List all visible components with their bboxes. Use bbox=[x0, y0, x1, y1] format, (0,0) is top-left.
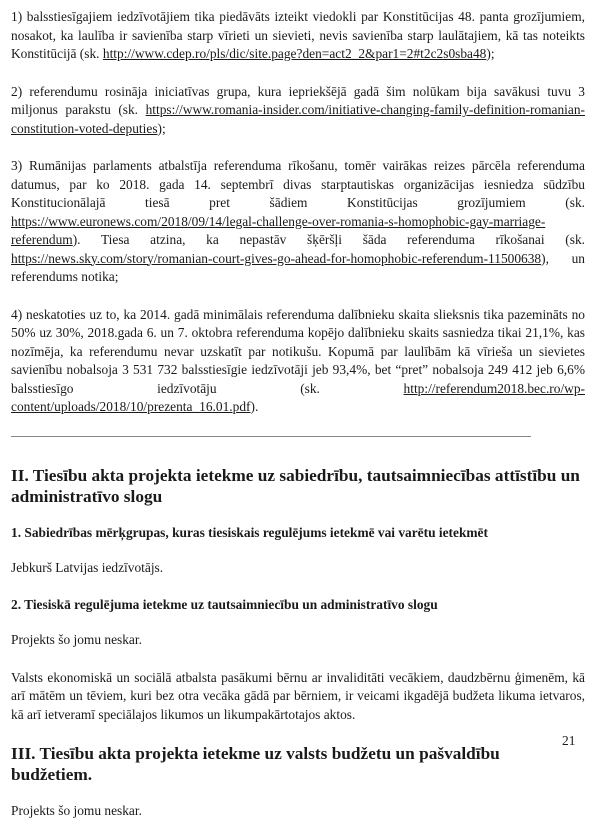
page-number: 21 bbox=[562, 733, 576, 748]
source-link-3[interactable]: https://www.euronews.com/2018/09/14/legal-challenge-over-romania-s-homophobic-gay-marriage-referendum bbox=[11, 213, 546, 247]
section-2-title: II. Tiesību akta projekta ietekme uz sabiedrību, tautsaimniecības attīstību un administratīvo slogu bbox=[11, 465, 580, 506]
section-2-text-2: Projekts šo jomu neskar. bbox=[11, 632, 142, 647]
divider bbox=[11, 436, 531, 437]
section-3-text-1: Projekts šo jomu neskar. bbox=[11, 803, 142, 818]
source-link-5[interactable]: http://referendum2018.bec.ro/wp-content/uploads/2018/10/prezenta_16.01.pdf bbox=[11, 380, 585, 414]
source-link-1[interactable]: http://www.cdep.ro/pls/dic/site.page?den=act2_2&par1=2#t2c2s0sba48 bbox=[102, 46, 487, 61]
source-link-4[interactable]: https://news.sky.com/story/romanian-court-gives-go-ahead-for-homophobic-referendum-11500638 bbox=[11, 250, 542, 266]
section-2-text-3: Valsts ekonomiskā un sociālā atbalsta pasākumi bērnu ar invaliditāti vecākiem, daudzbērnu ģimenēm, kā arī mātēm un tēviem, kuri bez otra vecāka gādā par bērniem, ir veicami ikgadējā budžeta likuma ietvaros, kā arī ietveramī speciālajos likumos un likumpakārtotajos aktos. bbox=[11, 669, 585, 722]
list-item-4: 4) neskatoties uz to, ka 2014. gadā minimālais referenduma dalībnieku skaita slieksnis tika pazemināts no 50% uz 30%, 2018.gada 6. un 7. oktobra referenduma kopējo dalībnieku skaits sasniedza tikai 21,1%, kas nozīmēja, ka referendumu nevar uzskatīt par notikušu. Kopumā par laulībām kā vīrieša un sievietes savienību nobalsoja 3 531 732 balsstiesīgie iedzīvotāji jeb 93,4%, bet “pret” nobalsoja 249 412 jeb 6,6% balsstiesīgo iedzīvotāju (sk. http://referendum2018.bec.ro/wp-content/uploads/2018/10/prezenta_16.01.pdf). bbox=[11, 306, 585, 414]
list-item-3: 3) Rumānijas parlaments atbalstīja referenduma rīkošanu, tomēr vairākas reizes pārcēla referenduma datumus, par ko 2018. gada 14. septembrī divas starptautiskas organizācijas iesniedza sūdzību Konstitucionālajā tiesā pret šādiem Konstitūcijas grozījumiem (sk. https://www.euronews.com/2018/09/14/legal-challenge-over-romania-s-homophobic-gay-marriage-referendum). Tiesa atzina, ka nepastāv šķēršļi šāda referenduma rīkošanai (sk. https://news.sky.com/story/romanian-court-gives-go-ahead-for-homophobic-referendum-11500638), un referendums notika; bbox=[11, 158, 585, 284]
source-link-2[interactable]: https://www.romania-insider.com/initiative-changing-family-definition-romanian-constitution-voted-deputies bbox=[11, 102, 585, 136]
list-item-2: 2) referendumu rosināja iniciatīvas grupa, kura iepriekšējā gadā šim nolūkam bija savākusi tuvu 3 miljonus parakstu (sk. https://www.romania-insider.com/initiative-changing-family-definition-romanian-constitution-voted-deputies); bbox=[11, 83, 585, 136]
section-2-text-1: Jebkurš Latvijas iedzīvotājs. bbox=[11, 559, 164, 575]
section-2-subheading-1: 1. Sabiedrības mērķgrupas, kuras tiesiskais regulējums ietekmē vai varētu ietekmēt bbox=[11, 524, 488, 540]
section-3-title: III. Tiesību akta projekta ietekme uz valsts budžetu un pašvaldību budžetiem. bbox=[11, 744, 500, 784]
document-page bbox=[11, 8, 585, 840]
section-2-subheading-2: 2. Tiesiskā regulējuma ietekme uz tautsaimniecību un administratīvo slogu bbox=[11, 597, 438, 612]
list-item-1: 1) balsstiesīgajiem iedzīvotājiem tika piedāvāts izteikt viedokli par Konstitūcijas 48. panta grozījumiem, nosakot, ka laulība ir savienība starp vīrieti un sievieti, nevis savienība starp laulātajiem, kā tas noteikts Konstitūcijā (sk. http://www.cdep.ro/pls/dic/site.page?den=act2_2&par1=2#t2c2s0sba48); bbox=[11, 9, 585, 61]
